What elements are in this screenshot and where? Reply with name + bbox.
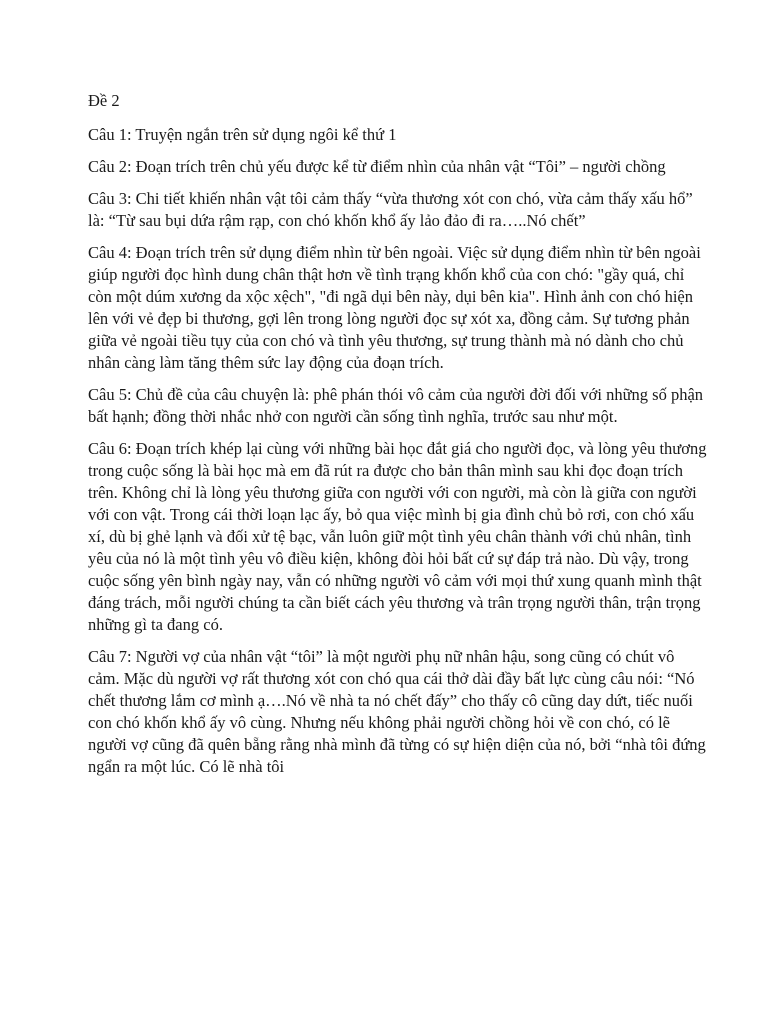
question-2-paragraph: Câu 2: Đoạn trích trên chủ yếu được kể từ điểm nhìn của nhân vật “Tôi” – người chồng <box>88 157 666 176</box>
question-5-paragraph: Câu 5: Chủ đề của câu chuyện là: phê phán thói vô cảm của người đời đối với những số phận bất hạnh; đồng thời nhắc nhở con người cần sống tình nghĩa, trước sau như một. <box>88 385 704 426</box>
question-4-paragraph: Câu 4: Đoạn trích trên sử dụng điểm nhìn từ bên ngoài. Việc sử dụng điểm nhìn từ bên ngoài giúp người đọc hình dung chân thật hơn về tình trạng khốn khổ của con chó: "gầy quá, chỉ còn một dúm xương da xộc xệch", "đi ngã dụi bên này, dụi bên kia". Hình ảnh con chó hiện lên với vẻ đẹp bi thương, gợi lên trong lòng người đọc sự xót xa, đồng cảm. Sự tương phản giữa vẻ ngoài tiều tụy của con chó và tình yêu thương, sự trung thành mà nó dành cho chủ nhân càng làm tăng thêm sức lay động của đoạn trích. <box>88 243 701 372</box>
question-1-paragraph: Câu 1: Truyện ngắn trên sử dụng ngôi kể thứ 1 <box>88 125 397 144</box>
question-3-paragraph: Câu 3: Chi tiết khiến nhân vật tôi cảm thấy “vừa thương xót con chó, vừa cảm thấy xấu hổ” là: “Từ sau bụi dứa rậm rạp, con chó khốn khổ ấy lảo đảo đi ra…..Nó chết” <box>88 189 693 230</box>
document-heading: Đề 2 <box>88 91 120 110</box>
document-page <box>88 90 710 788</box>
question-6-paragraph: Câu 6: Đoạn trích khép lại cùng với những bài học đắt giá cho người đọc, và lòng yêu thương trong cuộc sống là bài học mà em đã rút ra được cho bản thân mình sau khi đọc đoạn trích trên. Không chỉ là lòng yêu thương giữa con người với con người, mà còn là giữa con người với con vật. Trong cái thời loạn lạc ấy, bỏ qua việc mình bị gia đình chủ bỏ rơi, con chó xấu xí, dù bị ghẻ lạnh và đối xử tệ bạc, vẫn luôn giữ một tình yêu chân thành với chủ nhân, tình yêu của nó là một tình yêu vô điều kiện, không đòi hỏi bất cứ sự đáp trả nào. Dù vậy, trong cuộc sống yên bình ngày nay, vẫn có những người vô cảm với mọi thứ xung quanh mình thật đáng trách, mỗi người chúng ta cần biết cách yêu thương và trân trọng người thân, trận trọng những gì ta đang có. <box>88 439 707 634</box>
question-7-paragraph: Câu 7: Người vợ của nhân vật “tôi” là một người phụ nữ nhân hậu, song cũng có chút vô cảm. Mặc dù người vợ rất thương xót con chó qua cái thở dài đầy bất lực cùng câu nói: “Nó chết thương lắm cơ mình ạ….Nó về nhà ta nó chết đấy” cho thấy cô cũng day dứt, tiếc nuối con chó khốn khổ ấy vô cùng. Nhưng nếu không phải người chồng hỏi về con chó, có lẽ người vợ cũng đã quên bẵng rằng nhà mình đã từng có sự hiện diện của nó, bởi “nhà tôi đứng ngẩn ra một lúc. Có lẽ nhà tôi <box>88 647 706 776</box>
